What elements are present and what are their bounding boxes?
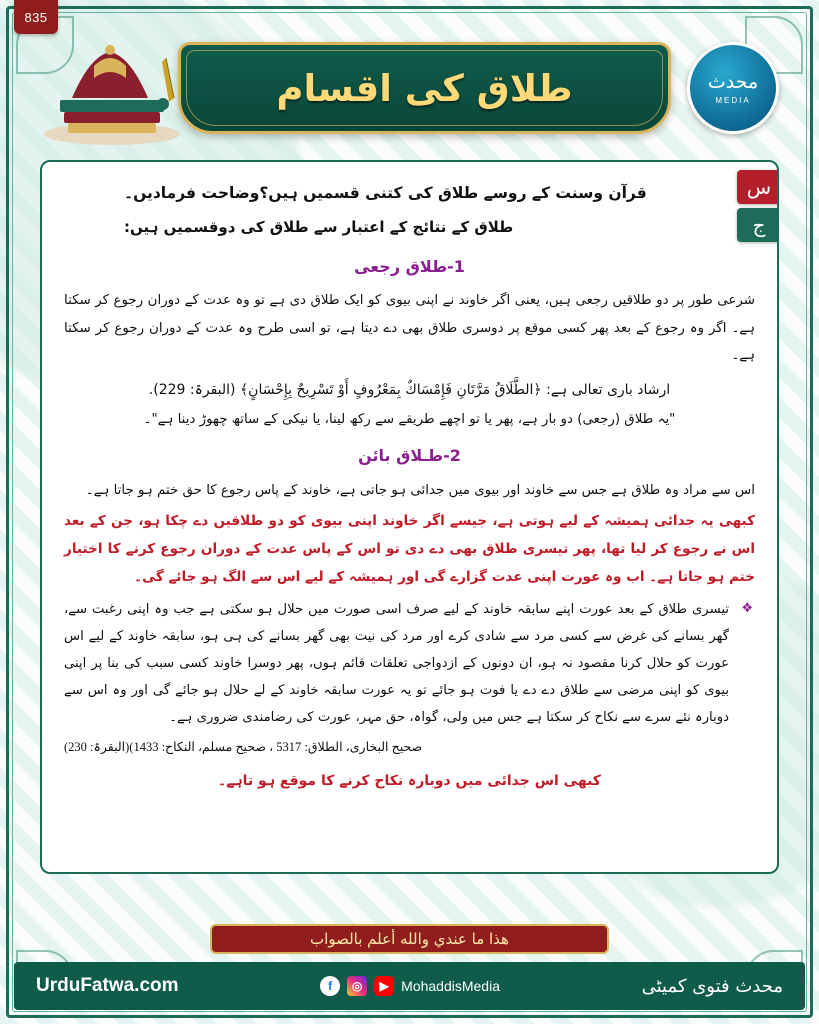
qa-markers	[735, 170, 779, 246]
ayah-translation: "یہ طلاق (رجعی) دو بار ہے، پھر یا تو اچھے طریقے سے رکھ لینا، یا نیکی کے ساتھ چھوڑ دینا ہے"۔	[143, 412, 676, 428]
closing-red-line: کبھی اس جدائی میں دوبارہ نکاح کرنے کا موقع ہو تاہے۔	[218, 772, 601, 789]
section-2-bullet-paragraph	[64, 596, 755, 731]
question-marker: س	[737, 170, 779, 204]
section-heading-1: 1-طلاق رجعی	[354, 256, 465, 276]
facebook-icon[interactable]: f	[320, 976, 340, 996]
question-line-1: قرآن وسنت کے روسے طلاق کی کتنی قسمیں ہیں؟وضاحت فرمادیں۔	[124, 184, 647, 202]
bullet-diamond-icon: ❖	[741, 600, 753, 616]
instagram-icon[interactable]: ◎	[347, 976, 367, 996]
bullet-text: تیسری طلاق کے بعد عورت اپنے سابقہ خاوند کے لیے صرف اسی صورت میں حلال ہو سکتی ہے جب وہ اپنی رغبت سے، گھر بسانے کی غرض سے کسی مرد سے شادی کرے اور مرد کی نیت بھی گھر بسانے کی ہی ہو، سابقہ خاوند کے لیے اس عورت کو حلال کرنا مقصود نہ ہو، ان دونوں کے ازدواجی تعلقات قائم ہوں، پھر دوسرا خاوند کسی سبب کی بنا پر اپنی بیوی کو اپنی مرضی سے طلاق دے دے یا فوت ہو جائے تو یہ عورت سابقہ خاوند کے لے حلال ہو جائے گی اور وہ اس سے دوبارہ نئے سرے سے نکاح کر سکتا ہے جس میں ولی، گواہ، حق مہر، عورت کی رضامندی ضروری ہے۔	[64, 601, 729, 725]
ayah-reference: (البقرۃ: 229).	[148, 381, 236, 398]
page-header	[30, 26, 789, 144]
section-1-paragraph: شرعی طور پر دو طلاقیں رجعی ہیں، یعنی اگر خاوند نے اپنی بیوی کو ایک طلاق دی ہے تو وہ عدت کے دوران رجوع کر سکتا ہے۔ اگر وہ رجوع کے بعد پھر کسی موقع پر دوسری طلاق بھی دے دیتا ہے، تو اسی طرح وہ عدت کے دوران رجوع کر سکتا ہے۔	[64, 293, 755, 364]
social-links[interactable]	[320, 976, 500, 996]
books-illustration-icon	[42, 38, 192, 148]
title-plate	[178, 42, 671, 134]
ayah-block	[64, 376, 755, 405]
source-reference: (البقرۃ: 230)(صحیح البخاری، الطلاق: 5317 ، صحیح مسلم، النکاح: 1433	[64, 740, 423, 755]
answer-marker: ج	[737, 208, 779, 242]
page-number-badge: 835	[14, 0, 58, 34]
section-2-paragraph: اس سے مراد وہ طلاق ہے جس سے خاوند اور بیوی میں جدائی ہو جاتی ہے، خاوند کے پاس رجوع کا حق ختم ہو جاتا ہے۔	[85, 482, 755, 498]
ayah-intro: ارشاد باری تعالی ہے:	[546, 381, 671, 398]
logo-label: MEDIA	[715, 96, 751, 105]
section-2-red-paragraph: کبھی یہ جدائی ہمیشہ کے لیے ہوتی ہے، جیسے اگر خاوند اپنی بیوی کو دو طلاقیں دے چکا ہو، جن کے بعد اس نے رجوع کر لیا تھا، پھر تیسری طلاق بھی دے دی تو اس کے پاس عدت کے دوران رجوع کرنے کا اختیار ختم ہو جاتا ہے۔ اب وہ عورت اپنی عدت گزارے گی اور ہمیشہ کے لیے اس سے الگ ہو جائے گی۔	[64, 513, 755, 585]
dua-banner: هذا ما عندي والله أعلم بالصواب	[210, 924, 609, 954]
fatwa-content	[40, 160, 779, 874]
social-handle: MohaddisMedia	[401, 978, 500, 994]
logo-arabic-text: محدث	[707, 71, 759, 93]
brand-arabic-label: محدث فتوی کمیٹی	[641, 975, 783, 997]
page-title: طلاق کی اقسام	[276, 66, 573, 110]
footer-bar	[14, 962, 805, 1010]
youtube-icon[interactable]: ▶	[374, 976, 394, 996]
mohaddis-media-logo	[687, 42, 779, 134]
question-line-2: طلاق کے نتائج کے اعتبار سے طلاق کی دوقسمیں ہیں:	[124, 217, 514, 236]
ayah-text: ﴿الطَّلَاقُ مَرَّتَانِ فَإِمْسَاكٌ بِمَعْرُوفٍ أَوْ تَسْرِيحٌ بِإِحْسَانٍ﴾	[239, 381, 542, 398]
website-label[interactable]: UrduFatwa.com	[36, 975, 179, 996]
section-heading-2: 2-طـلاق بائن	[358, 445, 461, 465]
